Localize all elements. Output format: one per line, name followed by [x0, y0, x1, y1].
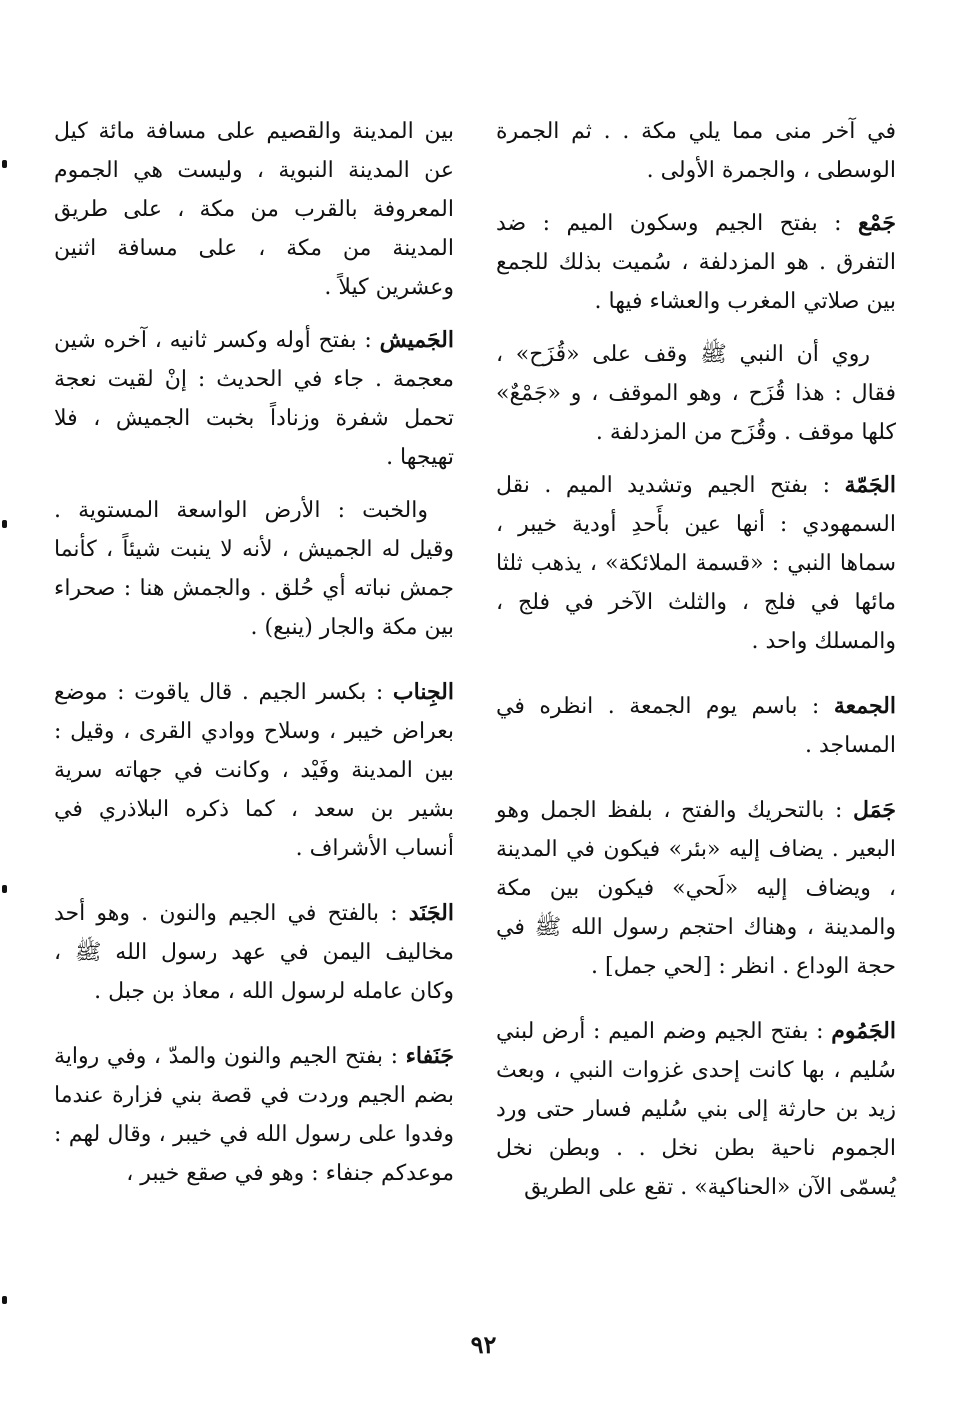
entry-paragraph	[496, 335, 896, 452]
entry-term: جَمَل	[853, 797, 896, 823]
entry-term: الجِناب	[392, 679, 454, 705]
margin-mark	[2, 520, 7, 528]
page-number: ٩٢	[470, 1330, 497, 1359]
entry-term: الجَمّة	[844, 472, 896, 498]
entry-text: : بالفتح في الجيم والنون . وهو أحد مخاليف اليمن في عهد رسول الله ﷺ ، وكان عامله لرسول الله ، معاذ بن جبل .	[54, 901, 454, 1004]
entry-text: في آخر منى مما يلي مكة . . ثم الجمرة الوسطى ، والجمرة الأولى .	[496, 119, 896, 183]
entry-paragraph	[496, 1012, 896, 1207]
entry-term: الجمعة	[833, 693, 896, 719]
right-column	[496, 112, 896, 1221]
entry-text: : بفتح الجيم وتشديد الميم . نقل السمهودي : أنها عين بأَحدِ أودية خيبر ، سماها النبي : «قسمة الملائكة» ، يذهب ثلثا مائها في فلج ، والثلث الآخر في فلج ، والمسلك واحد .	[496, 473, 896, 654]
entry-paragraph	[54, 673, 454, 868]
entry-text: والخبت : الأرض الواسعة المستوية . وقيل له الجميش ، لأنه لا ينبت شيئاً ، كأنما جمش نباته أي حُلق . والجمش هنا : صحراء بين مكة والجار (ينبع) .	[54, 498, 454, 640]
entry-paragraph	[54, 1037, 454, 1193]
entry-paragraph	[496, 466, 896, 661]
entry-paragraph	[54, 112, 454, 307]
entry-term: الجَنَد	[408, 900, 454, 926]
entry-term: جَنَفاء	[405, 1043, 454, 1069]
entry-text: : بفتح الجيم والنون والمدّ ، وفي رواية بضم الجيم وردت في قصة بني فزارة عندما وفدوا على رسول الله في خيبر ، وقال لهم : موعدكم جنفاء : وهو في صقع خيبر ،	[54, 1044, 454, 1186]
entry-text: روي أن النبي ﷺ وقف على «قُزَح» ، فقال : هذا قُزَح ، وهو الموقف ، و «جَمْعٌ» كلها موقف . وقُزَح من المزدلفة .	[496, 342, 896, 445]
entry-text: بين المدينة والقصيم على مسافة مائة كيل عن المدينة النبوية ، وليست هي الجموم المعروفة بالقرب من مكة ، على طريق المدينة من مكة ، على مسافة اثنين وعشرين كيلاً .	[54, 119, 454, 300]
entry-paragraph	[496, 112, 896, 190]
entry-text: : بفتح الجيم وسكون الميم : ضد التفرق . هو المزدلفة ، سُميت بذلك للجمع بين صلاتي المغرب والعشاء فيها .	[496, 211, 896, 314]
entry-text: : بالتحريك والفتح ، بلفظ الجمل وهو البعير . يضاف إليه «بئر» فيكون في المدينة ، ويضاف إليه «لَحي» فيكون بين مكة والمدينة ، وهناك احتجم رسول الله ﷺ في حجة الوداع . انظر : [لحي جمل] .	[496, 798, 896, 979]
entry-paragraph	[496, 687, 896, 765]
left-column	[54, 112, 454, 1207]
margin-mark	[2, 885, 7, 893]
margin-mark	[2, 1296, 7, 1304]
entry-text: : بفتح أوله وكسر ثانيه ، آخره شين معجمة . جاء في الحديث : إنْ لقيت نعجة تحمل شفرة وزناداً بخبت الجميش ، فلا تهيجها .	[54, 328, 454, 470]
entry-paragraph	[54, 491, 454, 647]
entry-paragraph	[54, 321, 454, 477]
entry-text: : بفتح الجيم وضم الميم : أرض لبني سُليم ، بها كانت إحدى غزوات النبي ، وبعث زيد بن حارثة إلى بني سُليم فسار حتى ورد الجموم ناحية بطن نخل . . وبطن نخل يُسمّى الآن «الحناكية» . تقع على الطريق	[496, 1019, 896, 1200]
entry-text: : باسم يوم الجمعة . انظره في المساجد .	[496, 694, 896, 758]
entry-paragraph	[496, 204, 896, 321]
entry-term: الجَميش	[379, 327, 454, 353]
entry-paragraph	[54, 894, 454, 1011]
entry-term: الجَمُوم	[831, 1018, 896, 1044]
entry-text: : بكسر الجيم . قال ياقوت : موضع بعراض خيبر ، وسلاح ووادي القرى ، وقيل : بين المدينة وفَيْد ، وكانت في جهاته سرية بشير بن سعد ، كما ذكره البلاذري في أنساب الأشراف .	[54, 680, 454, 861]
margin-mark	[2, 160, 7, 168]
entry-paragraph	[496, 791, 896, 986]
entry-term: جَمْع	[857, 210, 896, 236]
